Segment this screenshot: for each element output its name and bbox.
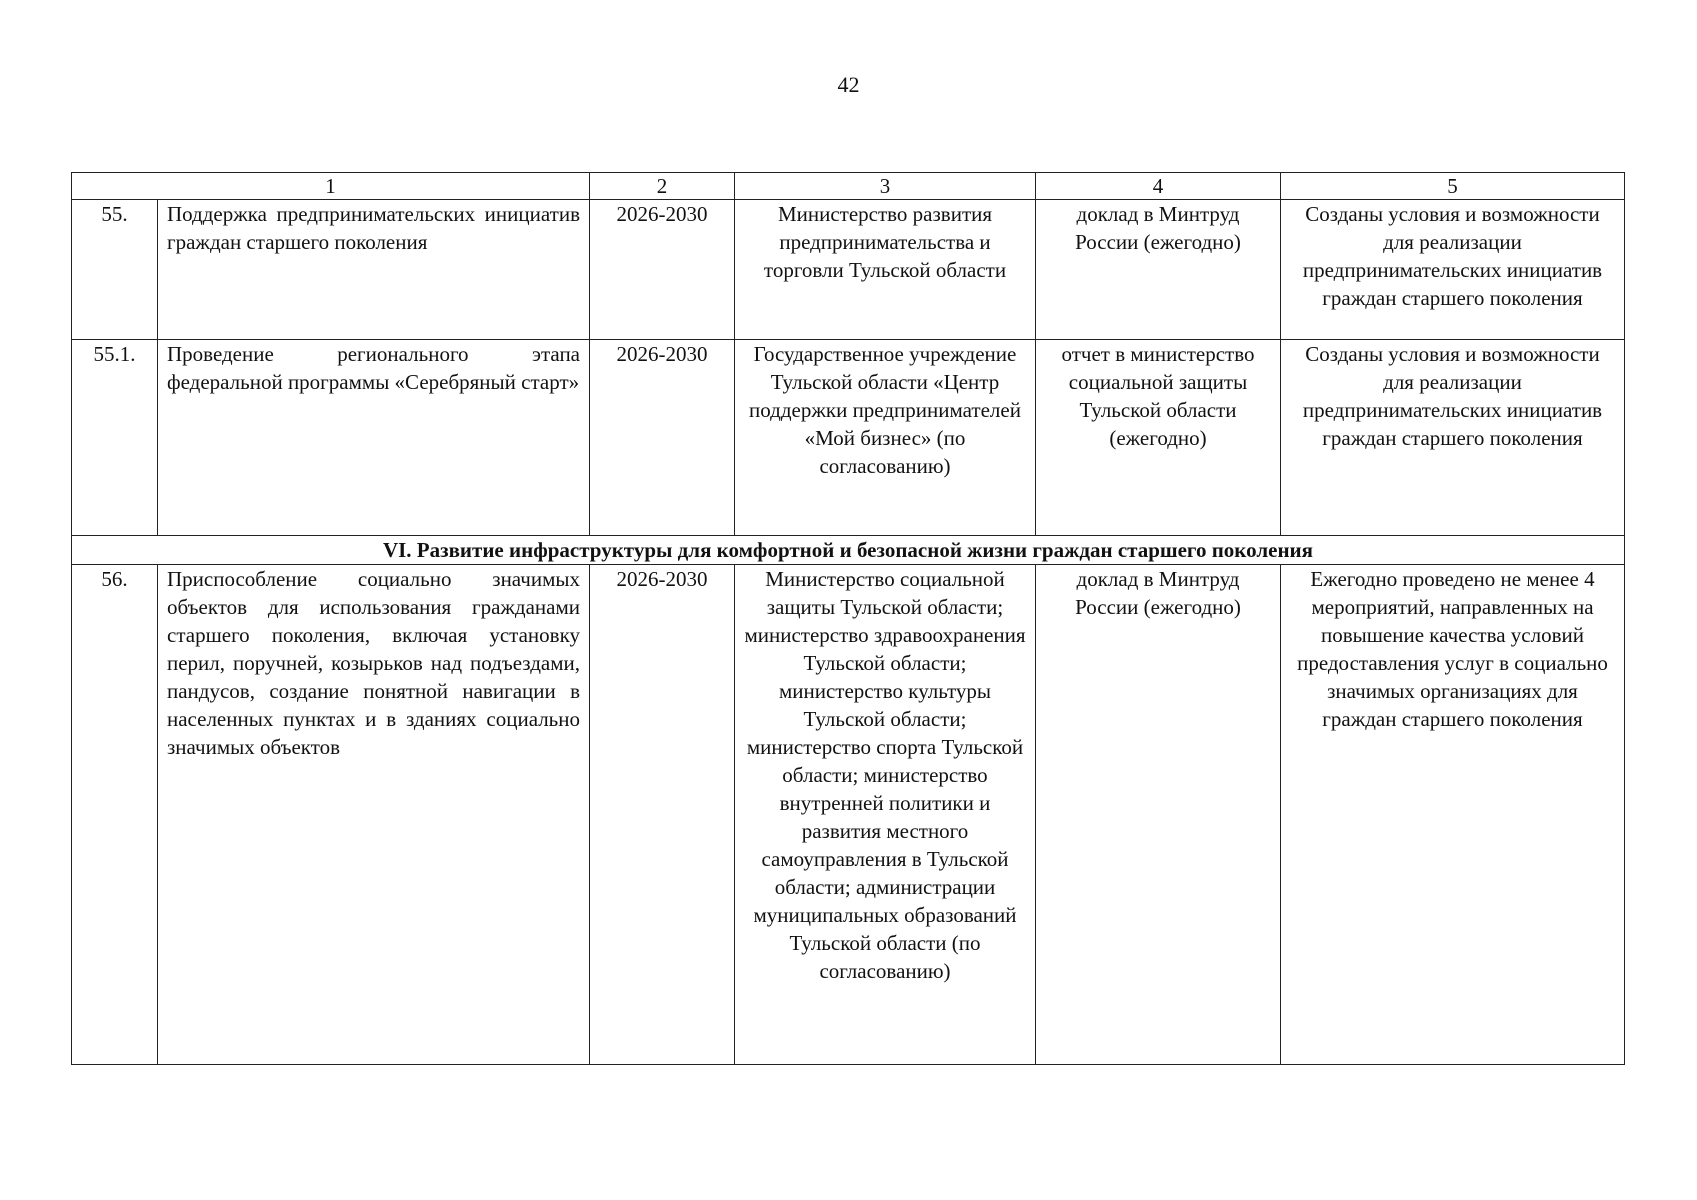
column-number-1: 1 [72,173,590,200]
responsible-executor: Министерство социальной защиты Тульской области; министерство здравоохранения Тульской области; министерство культуры Тульской области; министерство спорта Тульской области; министерство внутренней политики и развития местного самоуправления в Тульской области; администрации муниципальных образований Тульской области (по согласованию) [735,565,1036,1065]
reporting-form: отчет в министерство социальной защиты Тульской области (ежегодно) [1036,340,1281,536]
column-number-3: 3 [735,173,1036,200]
table-row [72,340,1625,536]
table-row [72,200,1625,340]
expected-result: Ежегодно проведено не менее 4 мероприятий, направленных на повышение качества условий предоставления услуг в социально значимых организациях для граждан старшего поколения [1281,565,1625,1065]
row-number: 56. [72,565,158,1065]
reporting-form: доклад в Минтруд России (ежегодно) [1036,565,1281,1065]
row-number: 55.1. [72,340,158,536]
responsible-executor: Министерство развития предпринимательства и торговли Тульской области [735,200,1036,340]
reporting-form: доклад в Минтруд России (ежегодно) [1036,200,1281,340]
section-row [72,536,1625,565]
responsible-executor: Государственное учреждение Тульской области «Центр поддержки предпринимателей «Мой бизнес» (по согласованию) [735,340,1036,536]
measure-name: Поддержка предпринимательских инициатив граждан старшего поколения [158,200,590,340]
page-number: 42 [837,72,860,97]
column-number-4: 4 [1036,173,1281,200]
measures-table [71,172,1625,1065]
measure-name: Приспособление социально значимых объектов для использования гражданами старшего поколения, включая установку перил, поручней, козырьков над подъездами, пандусов, создание понятной навигации в населенных пунктах и в зданиях социально значимых объектов [158,565,590,1065]
implementation-period: 2026-2030 [590,200,735,340]
table-row [72,565,1625,1065]
expected-result: Созданы условия и возможности для реализации предпринимательских инициатив граждан старшего поколения [1281,340,1625,536]
measure-name: Проведение регионального этапа федеральной программы «Серебряный старт» [158,340,590,536]
implementation-period: 2026-2030 [590,565,735,1065]
column-number-5: 5 [1281,173,1625,200]
table-header-row [72,173,1625,200]
implementation-period: 2026-2030 [590,340,735,536]
section-title: VI. Развитие инфраструктуры для комфортной и безопасной жизни граждан старшего поколения [72,536,1625,565]
expected-result: Созданы условия и возможности для реализации предпринимательских инициатив граждан старшего поколения [1281,200,1625,340]
column-number-2: 2 [590,173,735,200]
row-number: 55. [72,200,158,340]
